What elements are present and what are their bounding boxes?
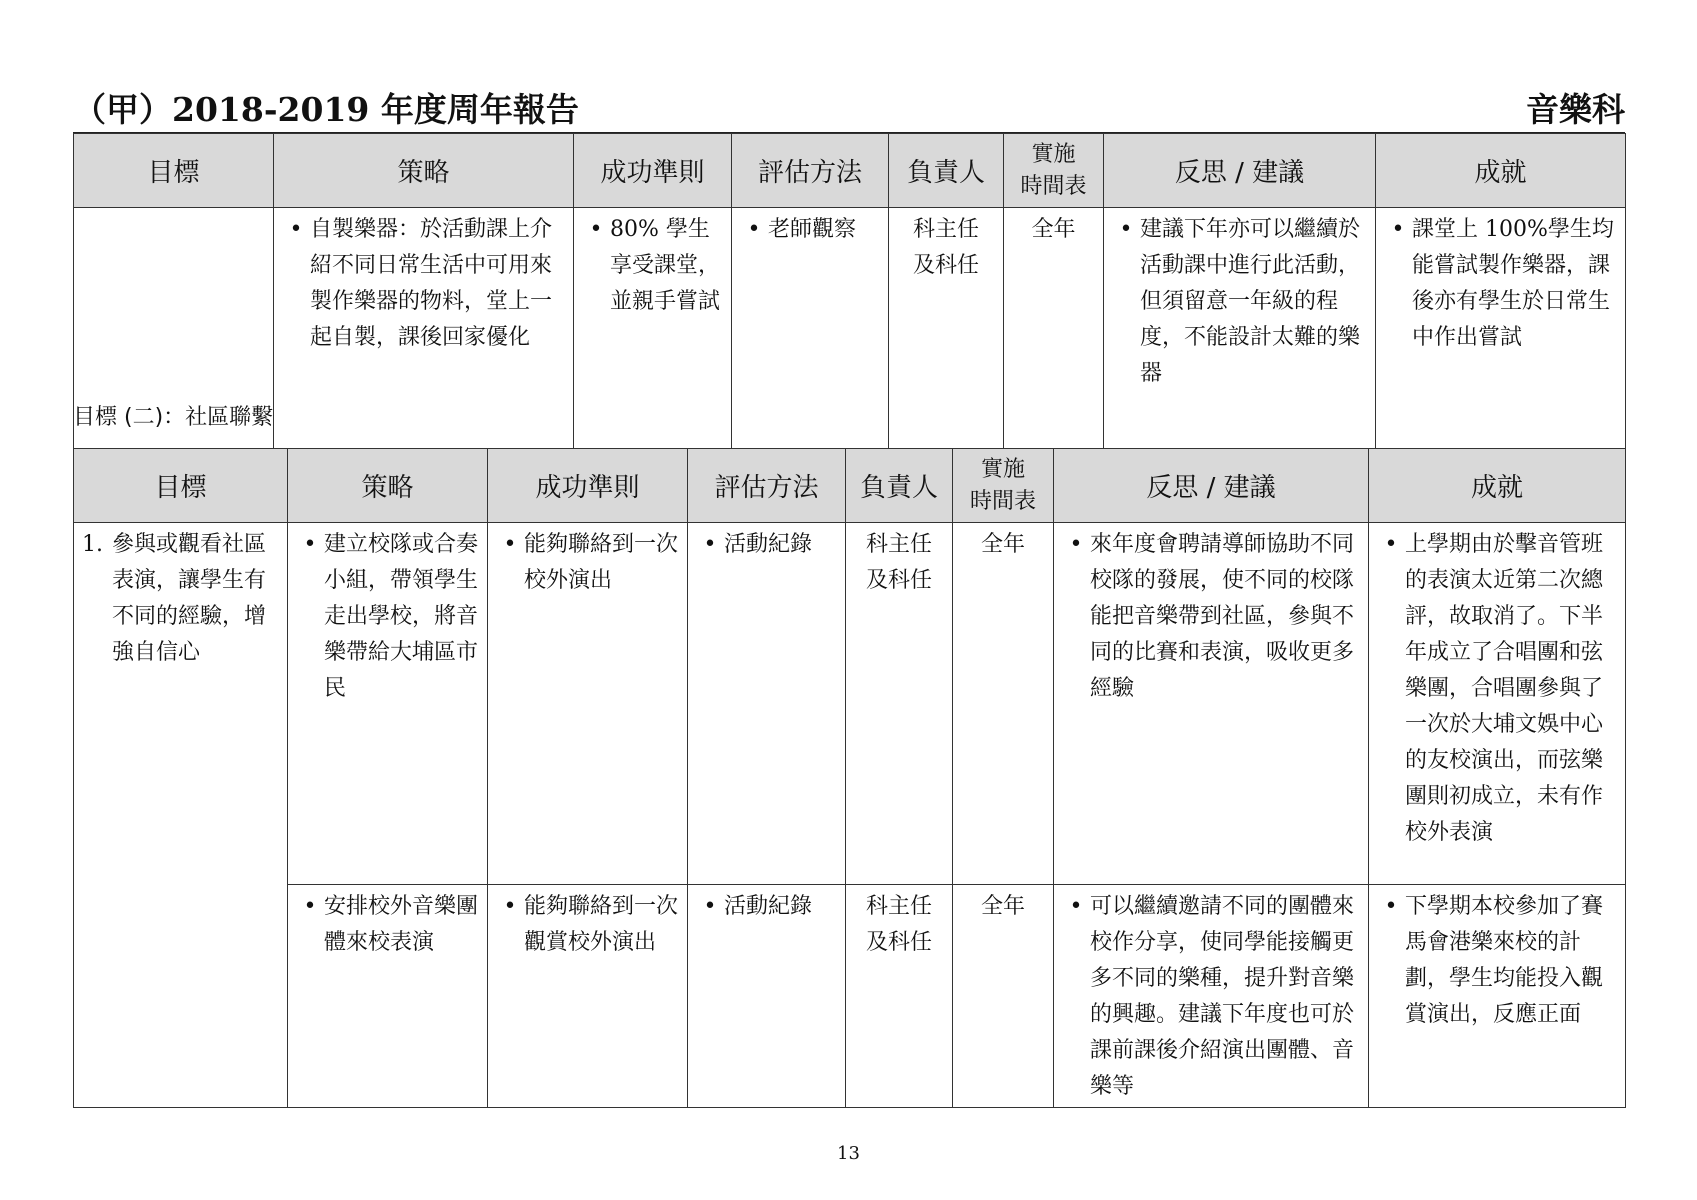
achievement-cell [1369, 523, 1626, 885]
col-header-reflection: 反思 / 建議 [1104, 134, 1376, 208]
criteria-cell [488, 885, 688, 1108]
bullet-icon: • [303, 894, 317, 919]
table-row [74, 208, 1626, 464]
col-header-achievement: 成就 [1376, 134, 1626, 208]
person-cell [846, 523, 953, 885]
strategy-text: 建立校隊或合奏小組，帶領學生走出學校，將音樂帶給大埔區市民 [324, 532, 479, 701]
strategy-text: 安排校外音樂團體來校表演 [324, 894, 479, 955]
strategy-cell [288, 885, 488, 1108]
method-text: 活動紀錄 [724, 894, 813, 919]
strategy-cell [288, 523, 488, 885]
col-header-timeline-line2: 時間表 [1020, 173, 1087, 199]
bullet-icon: • [303, 532, 317, 557]
person-text: 科主任及科任 [865, 532, 932, 593]
col-header-person: 負責人 [846, 449, 953, 523]
goal-cell [74, 523, 288, 1108]
col-header-achievement: 成就 [1369, 449, 1626, 523]
achievement-text: 課堂上 100%學生均能嘗試製作樂器，課後亦有學生於日常生中作出嘗試 [1412, 217, 1614, 350]
subject-title: 音樂科 [1526, 90, 1625, 129]
achievement-text: 下學期本校參加了賽馬會港樂來校的計劃，學生均能投入觀賞演出，反應正面 [1405, 894, 1604, 1027]
reflection-text: 建議下年亦可以繼續於活動課中進行此活動，但須留意一年級的程度，不能設計太難的樂器 [1140, 217, 1361, 386]
table-header-row [74, 449, 1626, 523]
page-number: 13 [837, 1143, 860, 1164]
col-header-strategy: 策略 [288, 449, 488, 523]
method-cell [732, 208, 889, 464]
reflection-cell [1054, 885, 1369, 1108]
table-row [74, 523, 1626, 885]
person-text: 科主任及科任 [912, 217, 979, 278]
method-cell [688, 523, 846, 885]
time-cell [1004, 208, 1104, 464]
method-text: 老師觀察 [768, 217, 857, 242]
goal-text: 參與或觀看社區表演，讓學生有不同的經驗，增強自信心 [112, 532, 267, 665]
criteria-cell [574, 208, 732, 464]
report-title: （甲）2018-2019 年度周年報告 [73, 90, 579, 129]
col-header-timeline-line1: 實施 [980, 456, 1025, 482]
table-row [74, 885, 1626, 1108]
bullet-icon: • [1384, 894, 1398, 919]
bullet-icon: • [503, 532, 517, 557]
method-text: 活動紀錄 [724, 532, 813, 557]
col-header-timeline-line2: 時間表 [969, 488, 1036, 514]
col-header-timeline-line1: 實施 [1031, 141, 1076, 167]
col-header-goal: 目標 [74, 449, 288, 523]
section-heading: 目標 (二)：社區聯繫 [73, 405, 274, 430]
bullet-icon: • [589, 217, 603, 242]
col-header-strategy: 策略 [274, 134, 574, 208]
goal-table-1 [73, 133, 1626, 464]
reflection-cell [1104, 208, 1376, 464]
col-header-criteria: 成功準則 [488, 449, 688, 523]
reflection-text: 可以繼續邀請不同的團體來校作分享，使同學能接觸更多不同的樂種，提升對音樂的興趣。建議下年度也可於課前課後介紹演出團體、音樂等 [1090, 894, 1355, 1099]
report-header [73, 84, 1625, 134]
bullet-icon: • [1069, 894, 1083, 919]
bullet-icon: • [747, 217, 761, 242]
time-text: 全年 [980, 894, 1025, 919]
col-header-reflection: 反思 / 建議 [1054, 449, 1369, 523]
strategy-text: 自製樂器：於活動課上介紹不同日常生活中可用來製作樂器的物料，堂上一起自製，課後回家優化 [310, 217, 553, 350]
col-header-method: 評估方法 [688, 449, 846, 523]
method-cell [688, 885, 846, 1108]
achievement-cell [1376, 208, 1626, 464]
time-text: 全年 [980, 532, 1025, 557]
col-header-criteria: 成功準則 [574, 134, 732, 208]
time-text: 全年 [1031, 217, 1076, 242]
achievement-cell [1369, 885, 1626, 1108]
bullet-icon: • [703, 532, 717, 557]
reflection-text: 來年度會聘請導師協助不同校隊的發展，使不同的校隊能把音樂帶到社區，參與不同的比賽和表演，吸收更多經驗 [1090, 532, 1355, 701]
person-text: 科主任及科任 [865, 894, 932, 955]
table-header-row [74, 134, 1626, 208]
bullet-icon: • [703, 894, 717, 919]
criteria-text: 80% 學生享受課堂，並親手嘗試 [610, 217, 721, 314]
bullet-icon: • [1384, 532, 1398, 557]
bullet-icon: • [1391, 217, 1405, 242]
reflection-cell [1054, 523, 1369, 885]
goal-number: 1. [82, 532, 103, 557]
bullet-icon: • [503, 894, 517, 919]
bullet-icon: • [1119, 217, 1133, 242]
criteria-cell [488, 523, 688, 885]
col-header-method: 評估方法 [732, 134, 889, 208]
person-cell [846, 885, 953, 1108]
bullet-icon: • [289, 217, 303, 242]
criteria-text: 能夠聯絡到一次觀賞校外演出 [524, 894, 679, 955]
time-cell [953, 885, 1054, 1108]
col-header-timeline [953, 449, 1054, 523]
achievement-text: 上學期由於擊音管班的表演太近第二次總評，故取消了。下半年成立了合唱團和弦樂團，合唱團參與了一次於大埔文娛中心的友校演出，而弦樂團則初成立，未有作校外表演 [1405, 532, 1604, 845]
goal-table-2 [73, 448, 1626, 1108]
strategy-cell [274, 208, 574, 464]
time-cell [953, 523, 1054, 885]
person-cell [889, 208, 1004, 464]
col-header-goal: 目標 [74, 134, 274, 208]
bullet-icon: • [1069, 532, 1083, 557]
col-header-person: 負責人 [889, 134, 1004, 208]
criteria-text: 能夠聯絡到一次校外演出 [524, 532, 679, 593]
col-header-timeline [1004, 134, 1104, 208]
